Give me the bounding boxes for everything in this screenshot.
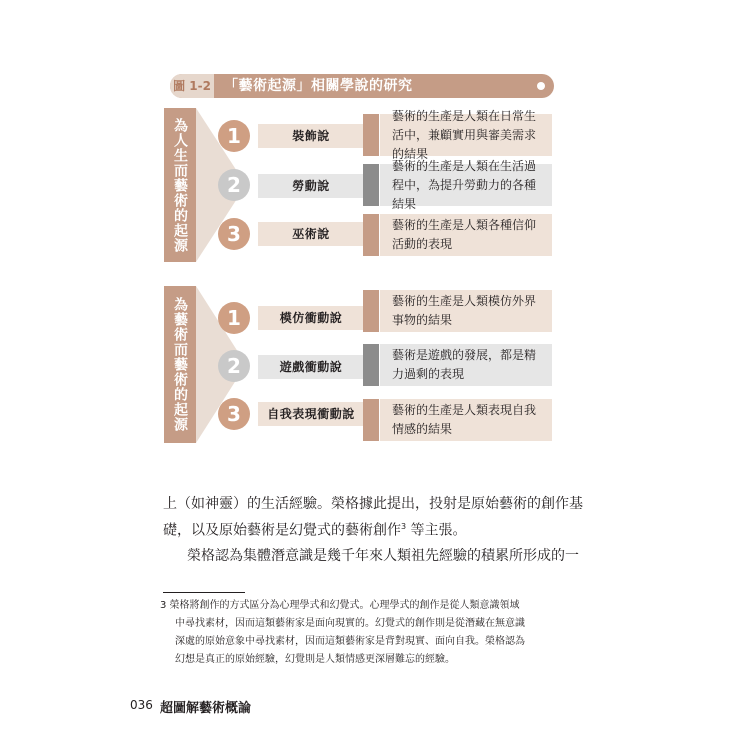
row-separator <box>363 344 379 386</box>
row-description: 藝術的生產是人類表現自我情感的結果 <box>380 399 552 441</box>
body-text: 礎，以及原始藝術是幻覺式的藝術創作 <box>163 522 401 539</box>
row-label: 勞動說 <box>258 174 364 198</box>
row-separator <box>363 290 379 332</box>
row-description: 藝術的生產是人類在日常生活中，兼顧實用與審美需求的結果 <box>380 114 552 156</box>
row-number: 3 <box>218 398 250 430</box>
row-description: 藝術的生產是人類各種信仰活動的表現 <box>380 214 552 256</box>
footnote-line: 深處的原始意象中尋找素材，因而這類藝術家是背對現實、面向自我。榮格認為 <box>175 636 525 647</box>
row-number: 2 <box>218 169 250 201</box>
footnote-line: 3 榮格將創作的方式區分為心理學式和幻覺式。心理學式的創作是從人類意識領域 <box>160 600 520 611</box>
footnote-rule <box>163 592 245 593</box>
row-separator <box>363 164 379 206</box>
row-separator <box>363 399 379 441</box>
body-paragraph-line: 上（如神靈）的生活經驗。榮格據此提出，投射是原始藝術的創作基 <box>163 496 583 512</box>
row-number: 1 <box>218 302 250 334</box>
row-description: 藝術的生產是人類在生活過程中，為提升勞動力的各種結果 <box>380 164 552 206</box>
body-text: 等主張。 <box>406 522 467 539</box>
group-2-tab: 為藝術而藝術的起源 <box>164 286 196 443</box>
row-description: 藝術的生產是人類模仿外界事物的結果 <box>380 290 552 332</box>
row-separator <box>363 214 379 256</box>
footnote-ref: 3 <box>401 522 407 531</box>
book-title: 超圖解藝術概論 <box>160 701 252 716</box>
row-label: 模仿衝動說 <box>258 306 364 330</box>
group-1-tab: 為人生而藝術的起源 <box>164 108 196 262</box>
row-number: 3 <box>218 218 250 250</box>
footnote-line: 中尋找素材，因而這類藝術家是面向現實的。幻覺式的創作則是從潛藏在無意識 <box>175 618 525 629</box>
figure-dot-icon <box>537 82 545 90</box>
row-label: 自我表現衝動說 <box>258 402 364 426</box>
footnote-line: 幻想是真正的原始經驗，幻覺則是人類情感更深層難忘的經驗。 <box>175 654 455 665</box>
row-number: 2 <box>218 350 250 382</box>
row-label: 巫術說 <box>258 222 364 246</box>
row-label: 遊戲衝動說 <box>258 355 364 379</box>
row-number: 1 <box>218 120 250 152</box>
body-paragraph-line <box>163 517 467 541</box>
figure-title: 「藝術起源」相關學說的研究 <box>224 78 413 94</box>
row-label: 裝飾說 <box>258 124 364 148</box>
row-description: 藝術是遊戲的發展，都是精力過剩的表現 <box>380 344 552 386</box>
figure-label: 圖 1-2 <box>170 74 214 98</box>
page-number: 036 <box>130 698 153 712</box>
row-separator <box>363 114 379 156</box>
body-paragraph-line: 榮格認為集體潛意識是幾千年來人類祖先經驗的積累所形成的一 <box>187 548 579 564</box>
